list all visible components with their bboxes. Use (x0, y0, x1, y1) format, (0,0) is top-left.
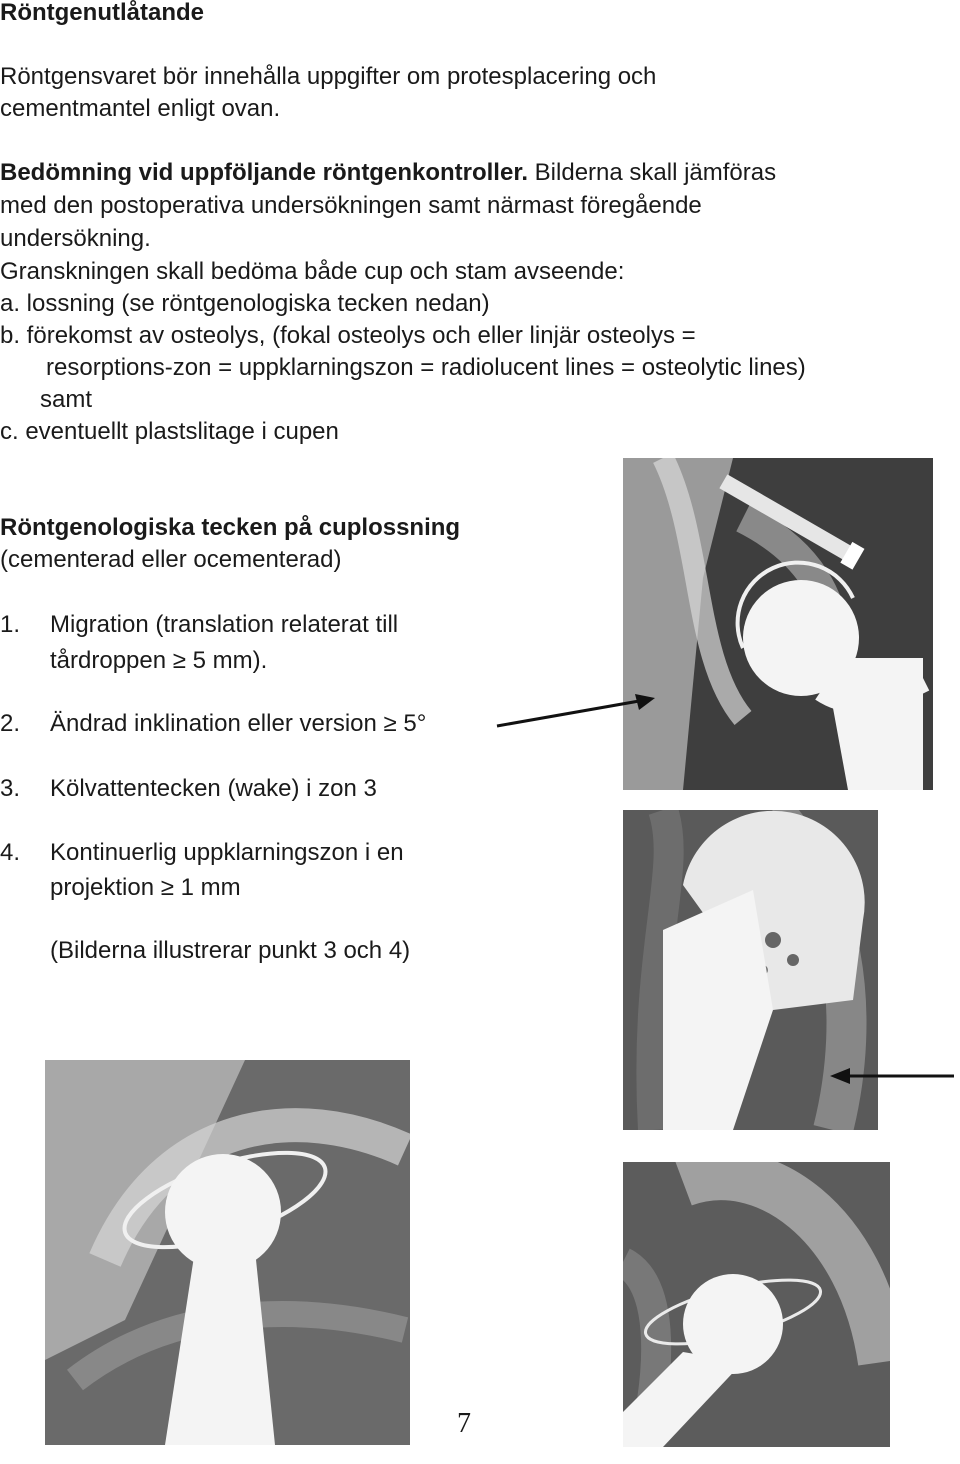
page-title: Röntgenutlåtande (0, 0, 204, 26)
followup-item-b2: resorptions-zon = uppklarningszon = radiolucent lines = osteolytic lines) (46, 354, 806, 381)
section-subheading: (cementerad eller ocementerad) (0, 546, 342, 573)
followup-item-b3: samt (40, 386, 93, 413)
xray-image-1-svg (623, 458, 933, 790)
page-number: 7 (457, 1408, 471, 1439)
followup-line-1 (0, 157, 776, 189)
followup-item-a: a. lossning (se röntgenologiska tecken nedan) (0, 290, 490, 317)
point-3-line-1: Kölvattentecken (wake) i zon 3 (50, 775, 377, 802)
intro-line-2: cementmantel enligt ovan. (0, 95, 281, 122)
point-1-number: 1. (0, 611, 21, 638)
point-4-number: 4. (0, 839, 21, 866)
section-heading: Röntgenologiska tecken på cuplossning (0, 514, 461, 541)
arrow-to-image-2 (826, 1064, 956, 1088)
point-3-number: 3. (0, 775, 21, 802)
point-1-line-2: tårdroppen ≥ 5 mm). (50, 647, 268, 674)
xray-image-4-svg (623, 1162, 890, 1447)
followup-line-4: Granskningen skall bedöma både cup och stam avseende: (0, 258, 625, 285)
followup-item-b1: b. förekomst av osteolys, (fokal osteolys och eller linjär osteolys = (0, 322, 696, 349)
point-4-line-2: projektion ≥ 1 mm (50, 874, 241, 901)
xray-image-3 (45, 1060, 410, 1445)
arrow-to-image-1 (495, 690, 665, 730)
followup-line-3: undersökning. (0, 225, 151, 252)
xray-image-4 (623, 1162, 890, 1447)
figure-caption: (Bilderna illustrerar punkt 3 och 4) (50, 937, 411, 964)
xray-image-3-svg (45, 1060, 410, 1445)
followup-line1-rest: Bilderna skall jämföras (528, 159, 777, 186)
followup-line-2: med den postoperativa undersökningen samt närmast föregående (0, 192, 702, 219)
intro-line-1: Röntgensvaret bör innehålla uppgifter om protesplacering och (0, 63, 657, 90)
point-4-line-1: Kontinuerlig uppklarningszon i en (50, 839, 404, 866)
followup-heading: Bedömning vid uppföljande röntgenkontroller. (0, 159, 528, 186)
point-2-number: 2. (0, 710, 21, 737)
point-1-line-1: Migration (translation relaterat till (50, 611, 399, 638)
point-2-line-1: Ändrad inklination eller version ≥ 5° (50, 710, 427, 737)
xray-image-1 (623, 458, 933, 790)
followup-item-c: c. eventuellt plastslitage i cupen (0, 418, 339, 445)
